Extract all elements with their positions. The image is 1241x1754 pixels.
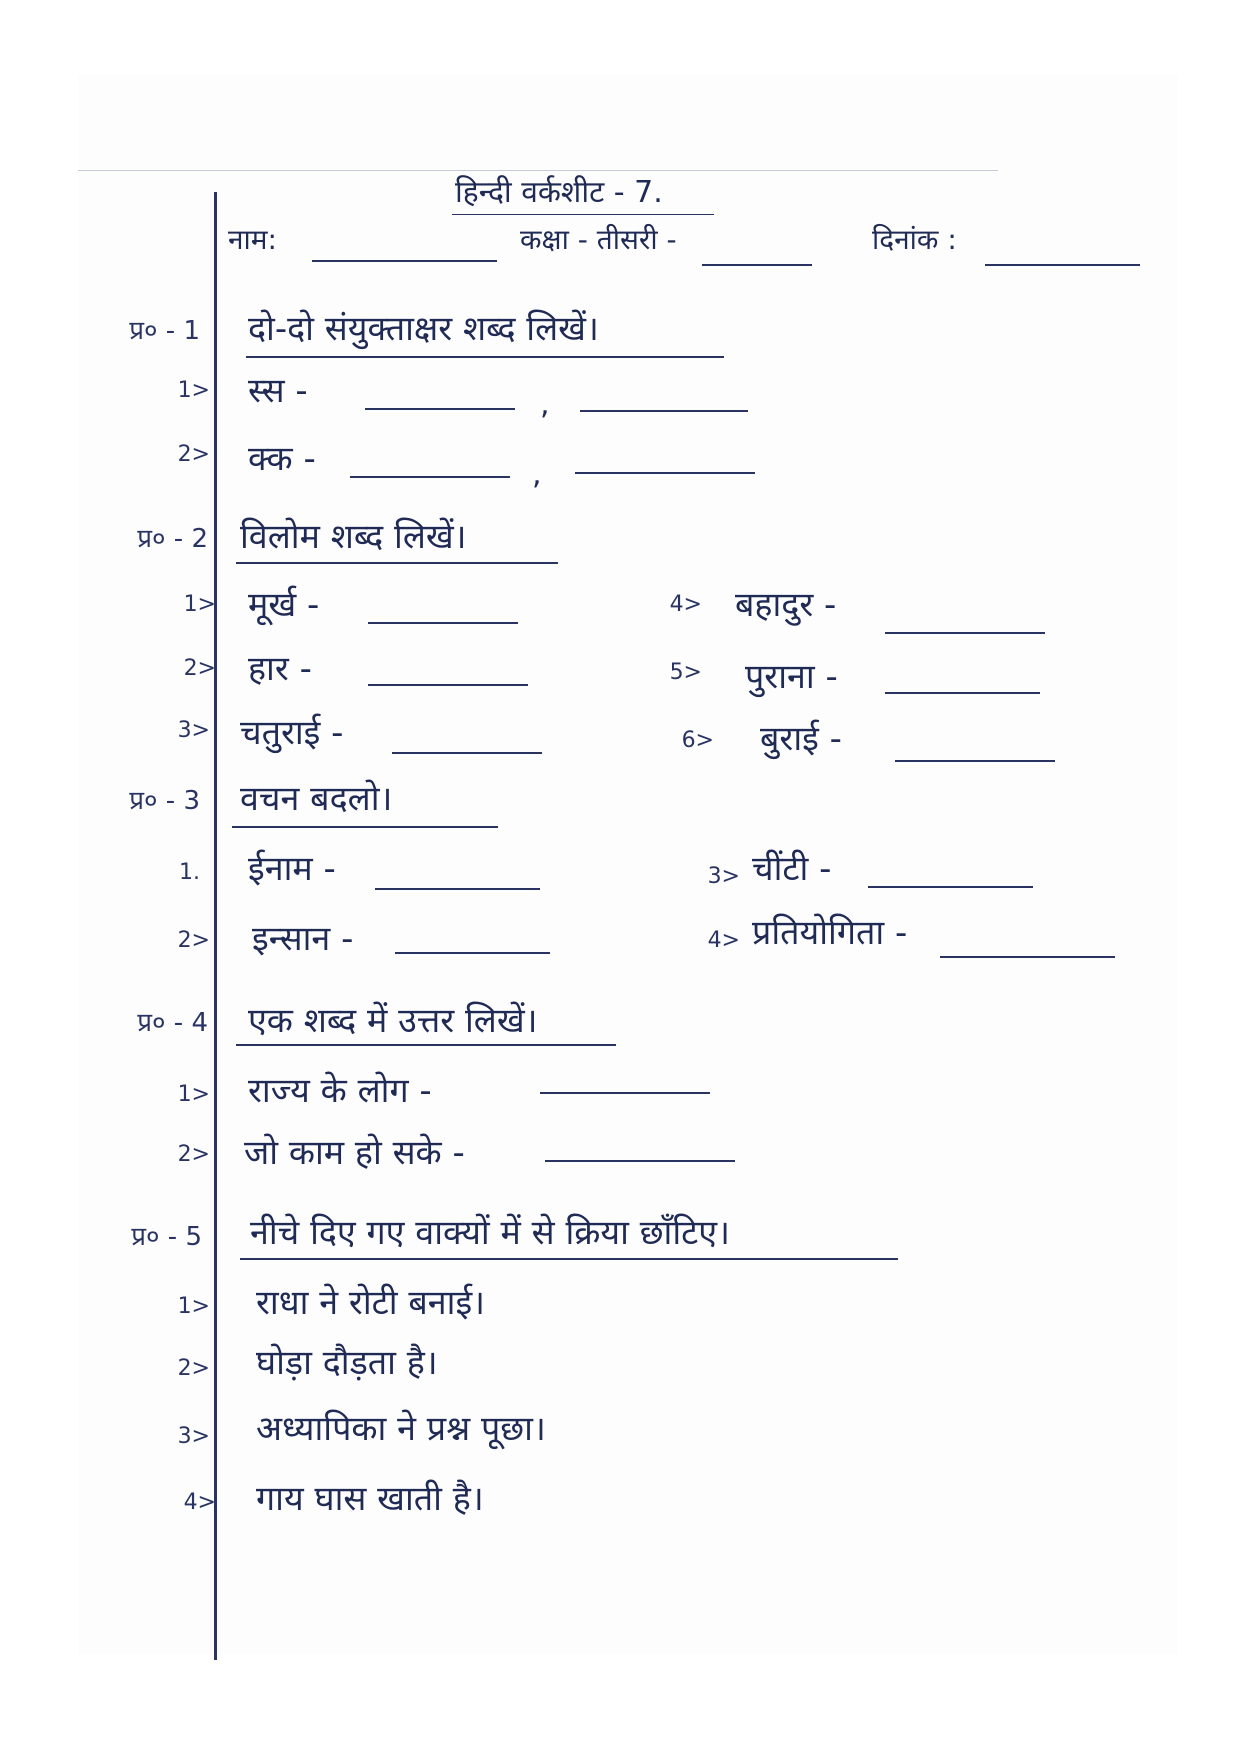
item-number: 2> <box>177 442 210 467</box>
item-text: गाय घास खाती है। <box>256 1479 484 1519</box>
answer-blank[interactable] <box>895 760 1055 762</box>
answer-blank[interactable] <box>375 888 540 890</box>
class-label: कक्षा - तीसरी - <box>520 223 677 256</box>
item-text: ईनाम - <box>248 849 336 889</box>
answer-blank[interactable] <box>580 410 748 412</box>
item-text: चतुराई - <box>240 713 344 753</box>
item-number: 1> <box>183 592 216 617</box>
answer-blank[interactable] <box>885 692 1040 694</box>
item-number: 2> <box>177 1142 210 1167</box>
question-title-underline <box>236 1044 616 1046</box>
question-title: वचन बदलो। <box>240 779 393 819</box>
answer-blank[interactable] <box>392 752 542 754</box>
answer-blank[interactable] <box>540 1092 710 1094</box>
answer-blank[interactable] <box>368 684 528 686</box>
item-number: 4> <box>707 928 740 953</box>
question-number: प्र० - 1 <box>129 316 200 346</box>
item-number: 1> <box>177 378 210 403</box>
item-number: 2> <box>177 928 210 953</box>
question-number: प्र० - 3 <box>129 786 200 816</box>
question-title: एक शब्द में उत्तर लिखें। <box>248 1001 538 1041</box>
item-text: स्स - <box>248 371 308 411</box>
item-number: 1> <box>177 1294 210 1319</box>
answer-blank[interactable] <box>350 476 510 478</box>
item-text: बहादुर - <box>735 585 837 625</box>
item-text: बुराई - <box>760 719 842 759</box>
item-text: इन्सान - <box>252 919 354 959</box>
item-text: राज्य के लोग - <box>248 1071 432 1111</box>
item-number: 1> <box>177 1082 210 1107</box>
title-underline <box>452 214 714 215</box>
item-number: 4> <box>669 592 702 617</box>
worksheet-paper <box>78 75 1178 1655</box>
item-text: प्रतियोगिता - <box>752 913 908 953</box>
item-text: राधा ने रोटी बनाई। <box>256 1283 486 1323</box>
question-title-underline <box>240 1258 898 1260</box>
item-text: मूर्ख - <box>248 585 320 625</box>
question-number: प्र० - 4 <box>137 1008 208 1038</box>
item-number: 3> <box>177 718 210 743</box>
worksheet-title: हिन्दी वर्कशीट - 7. <box>455 175 663 210</box>
item-text: अध्यापिका ने प्रश्न पूछा। <box>256 1409 546 1449</box>
answer-blank[interactable] <box>365 408 515 410</box>
question-title: नीचे दिए गए वाक्यों में से क्रिया छाँटिए। <box>250 1213 730 1253</box>
item-number: 3> <box>177 1424 210 1449</box>
item-number: 1. <box>179 860 200 885</box>
item-number: 4> <box>183 1490 216 1515</box>
item-number: 6> <box>681 728 714 753</box>
answer-blank[interactable] <box>395 952 550 954</box>
question-title-underline <box>232 826 498 828</box>
item-separator: , <box>540 387 550 422</box>
answer-blank[interactable] <box>868 886 1033 888</box>
answer-blank[interactable] <box>368 622 518 624</box>
item-number: 2> <box>177 1356 210 1381</box>
name-blank[interactable] <box>312 260 497 262</box>
answer-blank[interactable] <box>885 632 1045 634</box>
top-rule <box>78 170 998 171</box>
margin-line <box>214 192 217 1660</box>
item-text: जो काम हो सके - <box>244 1133 465 1173</box>
question-number: प्र० - 5 <box>131 1222 202 1252</box>
question-title-underline <box>236 562 558 564</box>
question-title: दो-दो संयुक्ताक्षर शब्द लिखें। <box>248 309 599 349</box>
item-text: चींटी - <box>752 849 832 889</box>
item-separator: , <box>532 457 542 492</box>
question-title-underline <box>246 356 724 358</box>
date-blank[interactable] <box>985 264 1140 266</box>
class-blank[interactable] <box>702 264 812 266</box>
question-title: विलोम शब्द लिखें। <box>240 517 467 557</box>
item-text: पुराना - <box>745 657 838 697</box>
item-number: 5> <box>669 660 702 685</box>
item-text: क्क - <box>248 439 316 479</box>
item-text: घोड़ा दौड़ता है। <box>256 1343 438 1383</box>
name-label: नाम: <box>228 223 277 256</box>
date-label: दिनांक : <box>872 223 957 256</box>
question-number: प्र० - 2 <box>137 524 208 554</box>
answer-blank[interactable] <box>575 472 755 474</box>
item-text: हार - <box>248 649 312 689</box>
answer-blank[interactable] <box>940 956 1115 958</box>
answer-blank[interactable] <box>545 1160 735 1162</box>
item-number: 3> <box>707 864 740 889</box>
item-number: 2> <box>183 656 216 681</box>
